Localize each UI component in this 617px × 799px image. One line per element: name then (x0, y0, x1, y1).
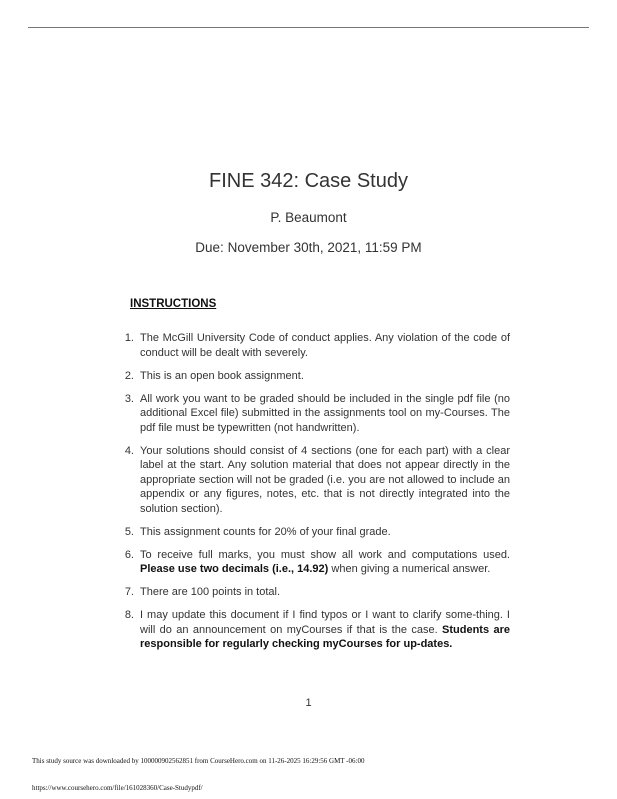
item-bold-text: Please use two decimals (i.e., 14.92) (140, 563, 329, 575)
download-source-notice: This study source was downloaded by 100000902562851 from CourseHero.com on 11-26-2025 16:29:56 GMT -06:00 (32, 757, 365, 765)
item-number: 2. (124, 369, 134, 382)
item-text: This assignment counts for 20% of your final grade. (140, 525, 391, 538)
item-number: 6. (124, 548, 134, 561)
item-text-container (140, 608, 510, 652)
item-text: There are 100 points in total. (140, 586, 281, 598)
instructions-list (120, 331, 510, 660)
item-text: To receive full marks, you must show all work and computations used. (140, 548, 510, 561)
instruction-item-4 (120, 444, 510, 517)
instructions-heading: INSTRUCTIONS (130, 298, 217, 310)
item-bold-text: Students are responsible for regularly checking myCourses for up-dates. (140, 623, 510, 650)
item-number: 4. (124, 444, 134, 457)
document-title: FINE 342: Case Study (209, 170, 408, 192)
document-author: P. Beaumont (270, 210, 347, 225)
item-text: Your solutions should consist of 4 sections (one for each part) with a clear label at the start. Any solution material that does not appear directly in the appropriate section will not be graded (i.e. you are not allowed to include an appendix or any figures, notes, etc. that is not directly integrated into the solution section). (140, 444, 510, 515)
item-number: 1. (124, 332, 134, 344)
item-number: 3. (124, 392, 134, 405)
item-number: 8. (124, 609, 134, 621)
item-text: This is an open book assignment. (140, 369, 304, 382)
top-rule (28, 27, 589, 28)
due-date: Due: November 30th, 2021, 11:59 PM (195, 240, 422, 255)
instruction-item-2 (120, 369, 510, 384)
item-text: The McGill University Code of conduct applies. Any violation of the code of conduct will be dealt with severely. (140, 332, 510, 359)
instruction-item-6 (120, 548, 510, 577)
item-text: All work you want to be graded should be included in the single pdf file (no additional Excel file) submitted in the assignments tool on my-Courses. The pdf file must be typewritten (not handwritten). (140, 392, 510, 434)
instruction-item-7 (120, 585, 510, 600)
instruction-item-1 (120, 331, 510, 360)
source-url: https://www.coursehero.com/file/161028360/Case-Studypdf/ (32, 784, 203, 792)
page-number: 1 (305, 697, 312, 709)
instruction-item-8 (120, 608, 510, 652)
instruction-item-3 (120, 392, 510, 436)
item-text-container (140, 548, 510, 577)
item-number: 7. (124, 586, 134, 598)
instruction-item-5 (120, 525, 510, 540)
item-text-after: when giving a numerical answer. (328, 563, 491, 575)
item-number: 5. (124, 525, 134, 538)
item-text: I may update this document if I find typos or I want to clarify some-thing. I will do an announcement on myCourses if that is the case. (140, 609, 510, 636)
